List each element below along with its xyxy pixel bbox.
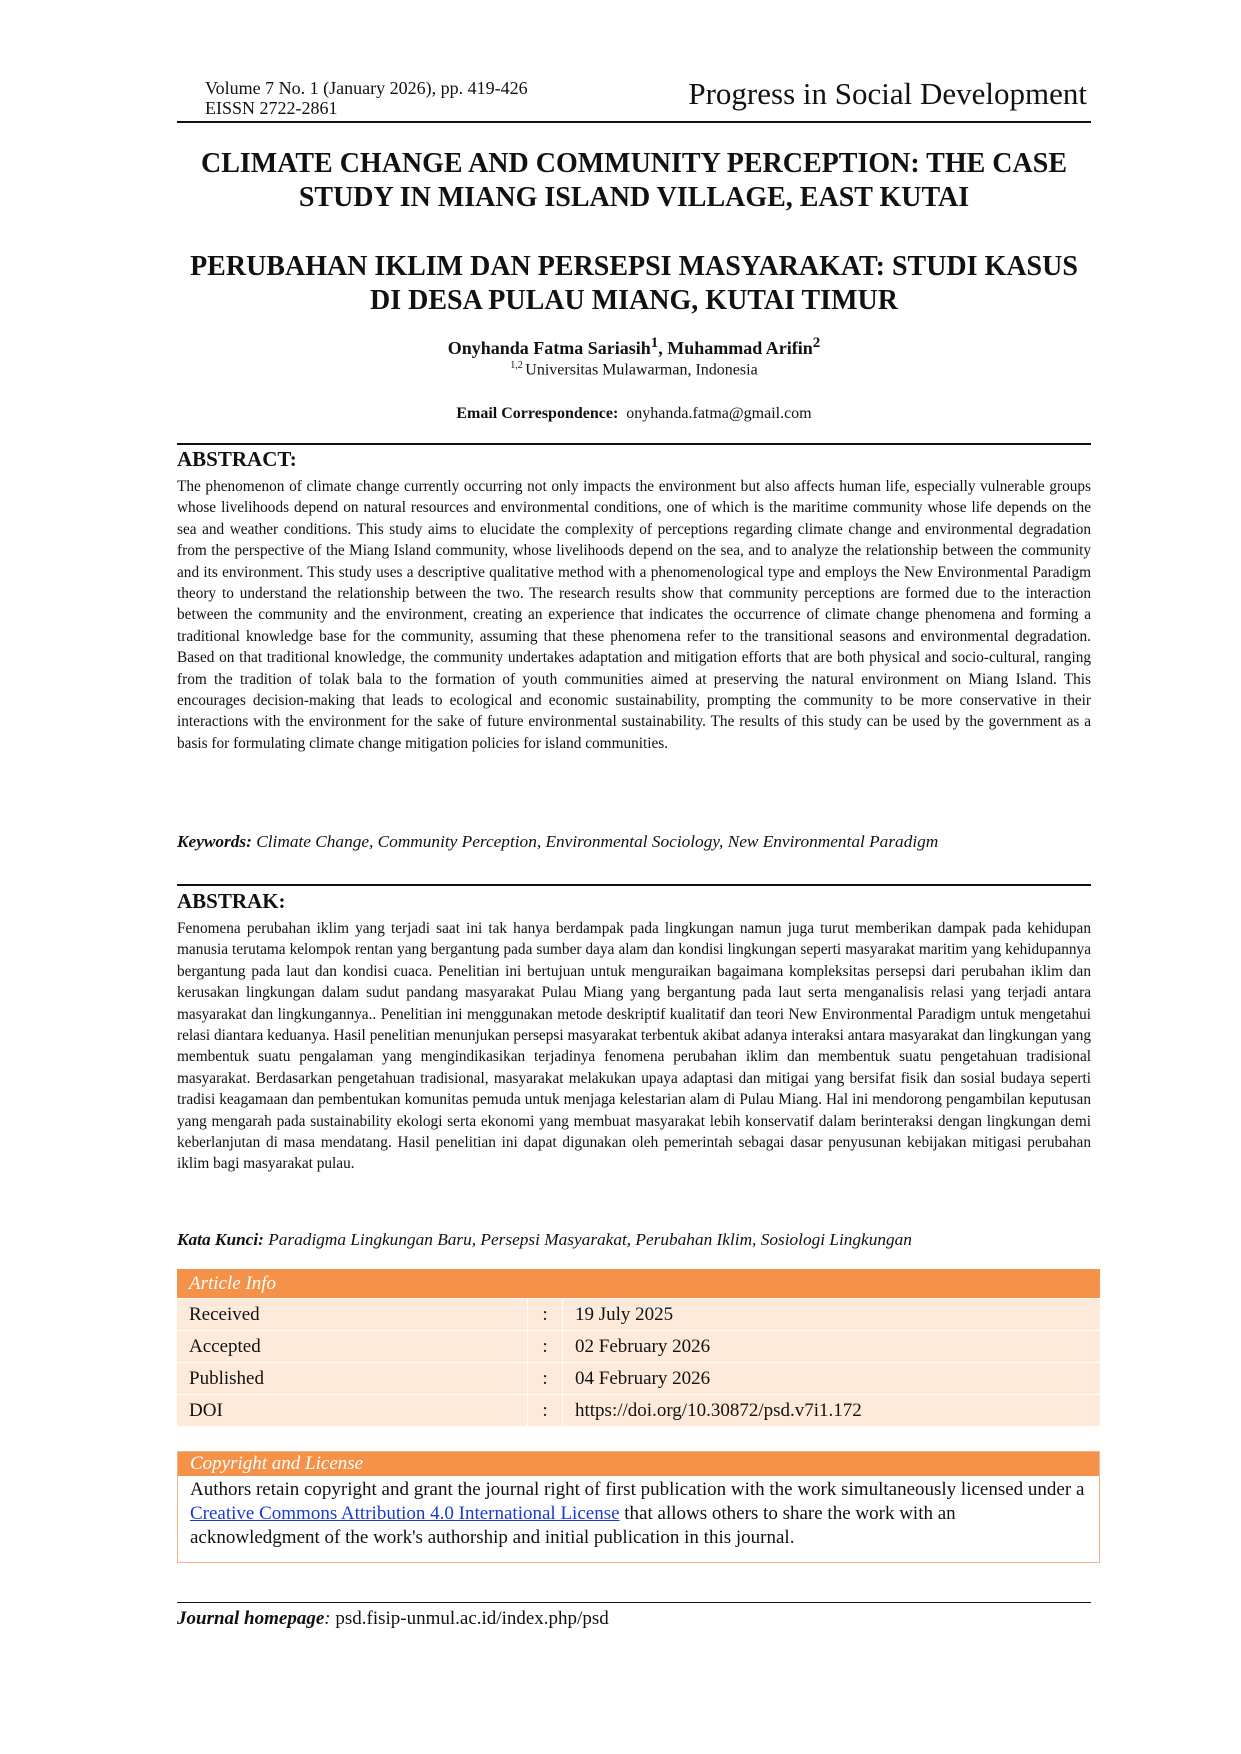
license-text-end: that allows others to share the work with an acknowledgment of the work's authorship and initial publication in this journal. [190,1503,956,1548]
author-list [177,335,1091,359]
doi-value[interactable]: https://doi.org/10.30872/psd.v7i1.172 [575,1400,862,1421]
keywords-text: Climate Change, Community Perception, Environmental Sociology, New Environmental Paradigm [256,832,939,851]
license-link[interactable]: Creative Commons Attribution 4.0 International License [190,1503,620,1524]
title-indonesian: PERUBAHAN IKLIM DAN PERSEPSI MASYARAKAT: STUDI KASUS DI DESA PULAU MIANG, KUTAI TIMUR [190,251,1078,316]
author-separator: , [658,338,668,358]
license-heading: Copyright and License [178,1452,1099,1476]
keywords [177,832,1091,852]
homepage-label: Journal homepage [177,1608,325,1629]
issn-line: EISSN 2722-2861 [205,98,338,118]
journal-name: Progress in Social Development [688,76,1087,111]
issue-info [205,78,528,118]
table-row [177,1362,1100,1394]
table-row [177,1394,1100,1426]
email-correspondence [177,405,1091,423]
affiliation [177,360,1091,379]
abstrak-divider [177,884,1091,886]
license-text [178,1476,1099,1562]
row-label: DOI [177,1395,528,1426]
article-info-heading: Article Info [177,1269,1100,1298]
license-box [177,1451,1100,1563]
abstrak-heading: ABSTRAK: [177,889,286,913]
footer-divider [177,1602,1091,1603]
row-label: Received [177,1299,528,1330]
affiliation-mark: 1,2 [510,360,526,371]
author-2: Muhammad Arifin [667,338,813,358]
row-colon: : [528,1395,563,1426]
author-1: Onyhanda Fatma Sariasih [447,338,651,358]
author-2-affil-mark: 2 [812,335,821,351]
abstrak-text: Fenomena perubahan iklim yang terjadi saat ini tak hanya berdampak pada lingkungan namun juga turut memberikan dampak pada kehidupan manusia terutama kelompok rentan yang bergantung pada sumber daya alam dan kondisi lingkungan seperti masyarakat maritim yang kehidupannya bergantung pada laut dan kondisi cuaca. Penelitian ini bertujuan untuk menguraikan bagaimana kompleksitas persepsi dari perubahan iklim dan kerusakan lingkungan dalam sudut pandang masyarakat Pulau Miang yang bergantung pada laut serta menganalisis relasi yang terjadi antara masyarakat dan lingkungannya.. Penelitian ini menggunakan metode deskriptif kualitatif dan teori New Environmental Paradigm untuk mengetahui relasi diantara keduanya. Hasil penelitian menunjukan persepsi masyarakat terbentuk akibat adanya interaksi antara masyarakat dan lingkungan yang membentuk suatu pengalaman yang mengindikasikan terjadinya fenomena perubahan iklim dan membentuk suatu pengetahuan tradisional masyarakat. Berdasarkan pengetahuan tradisional, masyarakat melakukan upaya adaptasi dan mitigai yang bersifat fisik dan sosial budaya seperti tradisi keagamaan dan pembentukan komunitas pemuda untuk menjaga kelestarian alam di Pulau Miang. Hal ini mendorong pengambilan keputusan yang mengarah pada sustainability ekologi serta ekonomi yang membuat masyarakat lebih konservatif dalam berinteraksi dengan lingkungan demi keberlanjutan di masa mendatang. Hasil penelitian ini dapat digunakan oleh pemerintah sebagai dasar penyusunan kebijakan mitigasi perubahan iklim bagi masyarakat pulau. [177,920,1091,1173]
row-value: 19 July 2025 [575,1304,674,1325]
header-divider [177,121,1091,123]
homepage-url[interactable]: psd.fisip-unmul.ac.id/index.php/psd [335,1608,609,1629]
table-row [177,1298,1100,1330]
row-colon: : [528,1331,563,1362]
keywords-label: Keywords: [177,832,252,851]
row-colon: : [528,1299,563,1330]
affiliation-name: Universitas Mulawarman, Indonesia [525,361,758,379]
row-label: Accepted [177,1331,528,1362]
article-info-table [177,1269,1100,1426]
row-colon: : [528,1363,563,1394]
abstract-heading: ABSTRACT: [177,447,297,471]
author-1-affil-mark: 1 [650,335,659,351]
email-address: onyhanda.fatma@gmail.com [626,405,812,422]
kata-kunci-label: Kata Kunci: [177,1230,264,1249]
row-label: Published [177,1363,528,1394]
email-label: Email Correspondence: [456,405,619,422]
kata-kunci [177,1230,1091,1250]
abstract-text: The phenomenon of climate change currently occurring not only impacts the environment but also affects human life, especially vulnerable groups whose livelihoods depend on natural resources and environmental conditions, one of which is the maritime community whose life depends on the sea and weather conditions. This study aims to elucidate the complexity of perceptions regarding climate change and environmental degradation from the perspective of the Miang Island community, whose livelihoods depend on the sea, and to analyze the relationship between the community and its environment. This study uses a descriptive qualitative method with a phenomenological type and employs the New Environmental Paradigm theory to understand the relationship between the two. The research results show that community perceptions are formed due to the interaction between the community and the environment, creating an experience that indicates the occurrence of climate change phenomena and forming a traditional knowledge base for the community, assuming that these phenomena refer to the transitional seasons and environmental degradation. Based on that traditional knowledge, the community undertakes adaptation and mitigation efforts that are both physical and socio-cultural, ranging from the tradition of tolak bala to the formation of youth communities aimed at preserving the natural environment on Miang Island. This encourages decision-making that leads to ecological and economic sustainability, prompting the community to be more conservative in their interactions with the environment for the sake of future environmental sustainability. The results of this study can be used by the government as a basis for formulating climate change mitigation policies for island communities. [177,478,1091,752]
row-value: 02 February 2026 [575,1336,711,1357]
title-english: CLIMATE CHANGE AND COMMUNITY PERCEPTION: THE CASE STUDY IN MIANG ISLAND VILLAGE, EAST KUTAI [201,148,1067,213]
license-text-start: Authors retain copyright and grant the journal right of first publication with the work simultaneously licensed under a [190,1479,1085,1500]
journal-homepage [177,1608,609,1630]
row-value: 04 February 2026 [575,1368,711,1389]
abstract-divider [177,443,1091,445]
homepage-colon: : [324,1608,331,1629]
table-row [177,1330,1100,1362]
kata-kunci-text: Paradigma Lingkungan Baru, Persepsi Masyarakat, Perubahan Iklim, Sosiologi Lingkungan [268,1230,912,1249]
volume-line: Volume 7 No. 1 (January 2026), pp. 419-426 [205,78,528,98]
